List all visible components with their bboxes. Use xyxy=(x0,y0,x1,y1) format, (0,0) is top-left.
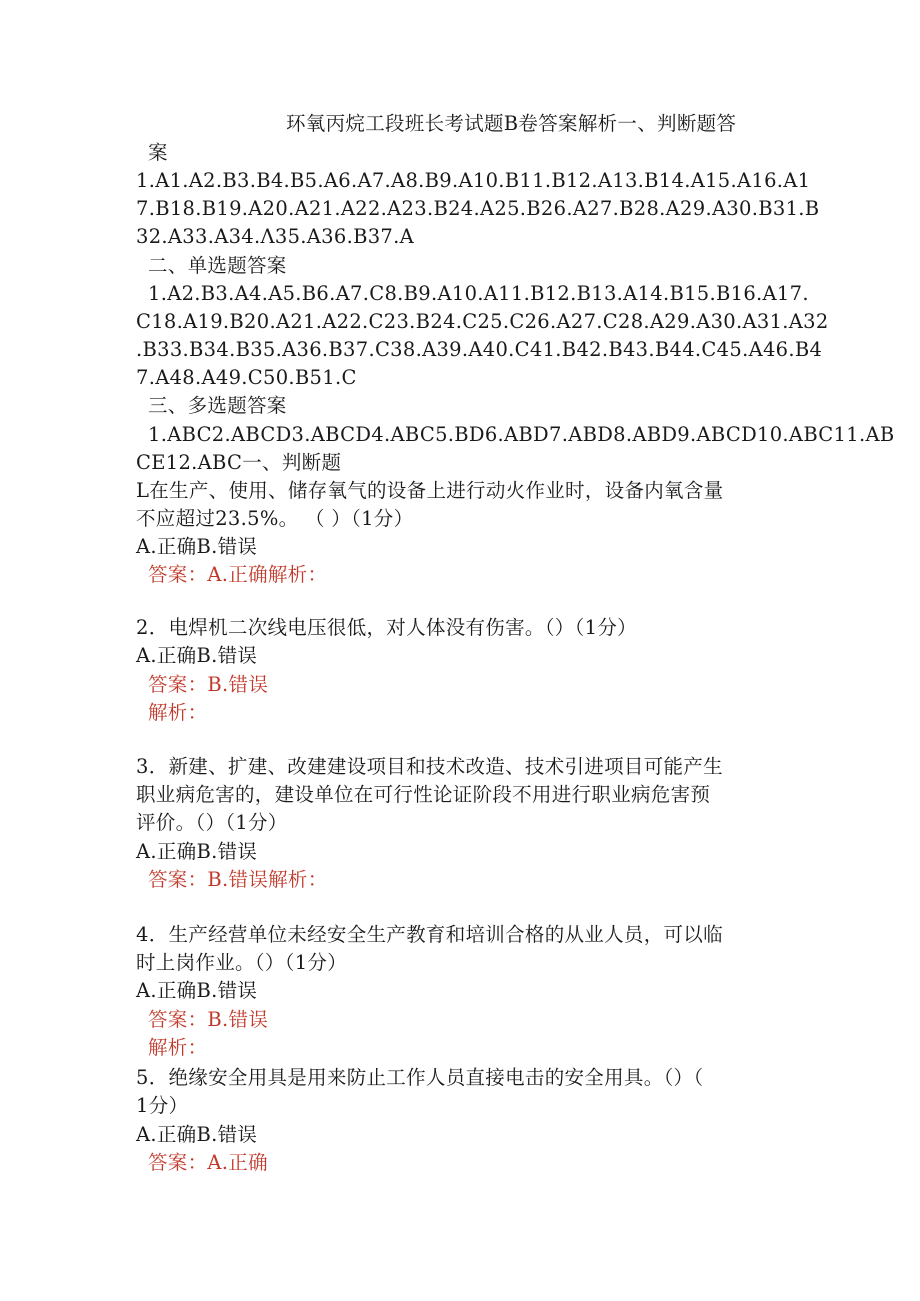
question-options: A.正确B.错误 xyxy=(136,840,258,863)
analysis-text: 解析： xyxy=(148,1036,208,1059)
single-choice-heading: 二、单选题答案 xyxy=(148,254,287,277)
question-text: 2．电焊机二次线电压很低，对人体没有伤害。（）（1分） xyxy=(136,616,637,639)
document-title: 环氧丙烷工段班长考试题B卷答案解析一、判断题答 xyxy=(286,112,737,135)
multi-answer-line: CE12.ABC一、判断题 xyxy=(136,451,342,474)
answer-text: 答案：A.正确 xyxy=(148,1151,268,1174)
question-text: 不应超过23.5%。 （ ）（1分） xyxy=(136,507,414,530)
judgment-answer-line: 1.A1.A2.B3.B4.B5.A6.A7.A8.B9.A10.B11.B12.A13.B14.A15.A16.A1 xyxy=(136,169,811,192)
question-text: 1分） xyxy=(136,1094,189,1117)
multi-choice-heading: 三、多选题答案 xyxy=(148,394,287,417)
question-text: 3．新建、扩建、改建建设项目和技术改造、技术引进项目可能产生 xyxy=(136,755,723,778)
answer-text: 答案：A.正确解析： xyxy=(148,563,328,586)
question-text: 4．生产经营单位未经安全生产教育和培训合格的从业人员，可以临 xyxy=(136,923,723,946)
single-answer-line: C18.A19.B20.A21.A22.C23.B24.C25.C26.A27.C28.A29.A30.A31.A32 xyxy=(136,310,829,333)
question-text: 时上岗作业。（）（1分） xyxy=(136,951,348,974)
question-options: A.正确B.错误 xyxy=(136,979,258,1002)
question-options: A.正确B.错误 xyxy=(136,1123,258,1146)
analysis-text: 解析： xyxy=(148,701,208,724)
question-text: 职业病危害的，建设单位在可行性论证阶段不用进行职业病危害预 xyxy=(136,783,711,806)
answer-text: 答案：B.错误 xyxy=(148,673,269,696)
judgment-answer-line: 7.B18.B19.A20.A21.A22.A23.B24.A25.B26.A27.B28.A29.A30.B31.B xyxy=(136,197,820,220)
answer-text: 答案：B.错误 xyxy=(148,1008,269,1031)
single-answer-line: 7.A48.A49.C50.B51.C xyxy=(136,366,357,389)
question-options: A.正确B.错误 xyxy=(136,535,258,558)
question-options: A.正确B.错误 xyxy=(136,644,258,667)
multi-answer-line: 1.ABC2.ABCD3.ABCD4.ABC5.BD6.ABD7.ABD8.ABD9.ABCD10.ABC11.AB xyxy=(148,423,895,446)
question-text: L在生产、使用、储存氧气的设备上进行动火作业时，设备内氧含量 xyxy=(136,479,724,502)
judgment-answer-line: 32.A33.A34.Λ35.A36.B37.A xyxy=(136,225,415,248)
answer-text: 答案：B.错误解析： xyxy=(148,868,328,891)
single-answer-line: 1.A2.B3.A4.A5.B6.A7.C8.B9.A10.A11.B12.B13.A14.B15.B16.A17. xyxy=(148,282,809,305)
document-title-continued: 案 xyxy=(148,141,168,164)
question-text: 评价。（）（1分） xyxy=(136,811,288,834)
single-answer-line: .B33.B34.B35.A36.B37.C38.A39.A40.C41.B42.B43.B44.C45.A46.B4 xyxy=(136,338,823,361)
question-text: 5．绝缘安全用具是用来防止工作人员直接电击的安全用具。（）（ xyxy=(136,1066,704,1089)
